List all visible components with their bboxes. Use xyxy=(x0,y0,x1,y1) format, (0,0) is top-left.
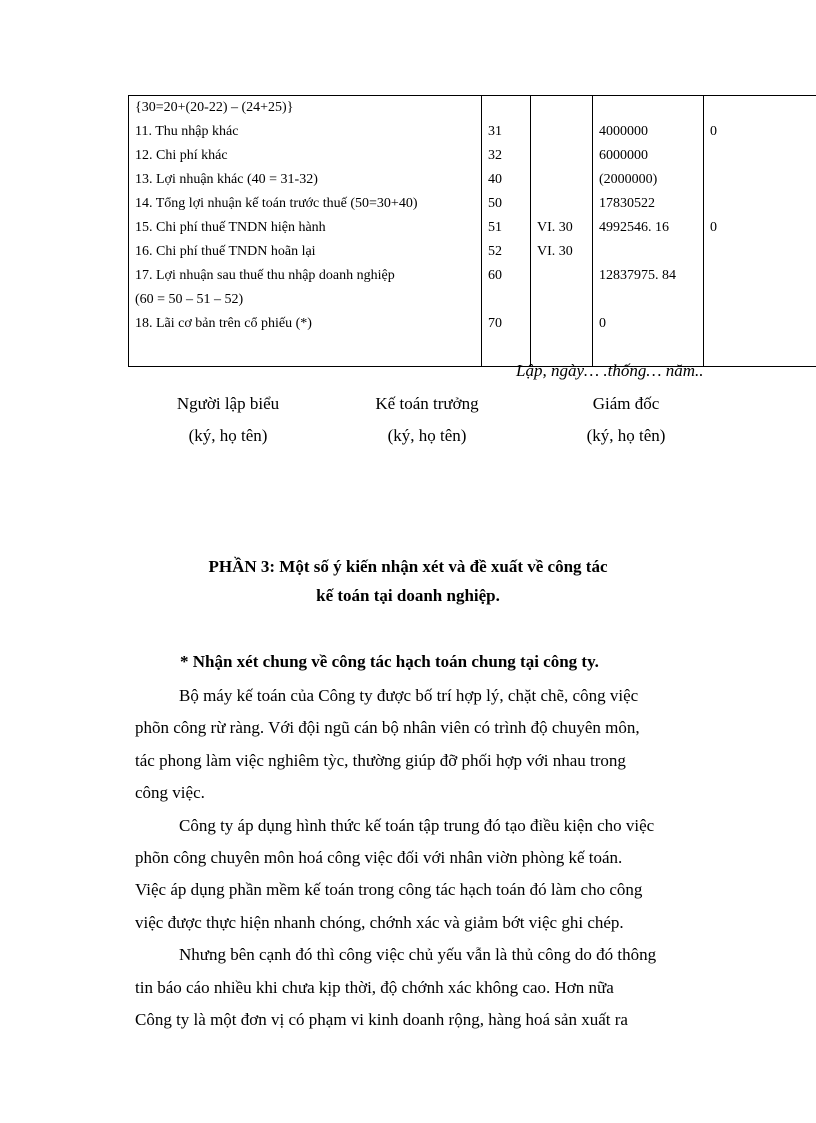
row-code: 60 xyxy=(482,264,531,288)
row-code: 51 xyxy=(482,216,531,240)
body-paragraphs xyxy=(135,680,725,1036)
row-item-name: {30=20+(20-22) – (24+25)} xyxy=(129,96,482,121)
paragraph-line: công việc. xyxy=(135,783,205,803)
table-row xyxy=(129,192,816,216)
table-row xyxy=(129,144,816,168)
table-row xyxy=(129,216,816,240)
row-item-name xyxy=(129,336,482,367)
row-item-name: 15. Chi phí thuế TNDN hiện hành xyxy=(129,216,482,240)
table-row xyxy=(129,96,816,121)
table-row xyxy=(129,336,816,367)
row-item-name: 14. Tổng lợi nhuận kế toán trước thuế (50=30+40) xyxy=(129,192,482,216)
part-title-line-1: PHẦN 3: Một số ý kiến nhận xét và đề xuất về công tác xyxy=(208,557,608,576)
row-note xyxy=(531,144,593,168)
row-note: VI. 30 xyxy=(531,216,593,240)
row-item-name: 17. Lợi nhuận sau thuế thu nhập doanh nghiệp xyxy=(129,264,482,288)
row-current-value: (2000000) xyxy=(593,168,704,192)
signature-chief-accountant xyxy=(327,392,527,448)
table-row xyxy=(129,288,816,312)
signature-hint: (ký, họ tên) xyxy=(586,426,666,445)
row-current-value: 12837975. 84 xyxy=(593,264,704,288)
row-previous-value xyxy=(704,168,816,192)
row-previous-value: 0 xyxy=(704,216,816,240)
row-previous-value xyxy=(704,312,816,336)
row-code xyxy=(482,96,531,121)
table-row xyxy=(129,240,816,264)
row-item-name: 16. Chi phí thuế TNDN hoãn lại xyxy=(129,240,482,264)
row-item-name: 12. Chi phí khác xyxy=(129,144,482,168)
signature-role: Giám đốc xyxy=(592,394,660,413)
row-code: 31 xyxy=(482,120,531,144)
row-note xyxy=(531,264,593,288)
row-current-value xyxy=(593,96,704,121)
row-previous-value xyxy=(704,264,816,288)
signature-role: Người lập biểu xyxy=(176,394,280,413)
section-heading: * Nhận xét chung về công tác hạch toán chung tại công ty. xyxy=(180,652,599,671)
row-note xyxy=(531,312,593,336)
paragraph-line: Bộ máy kế toán của Công ty được bố trí hợp lý, chặt chẽ, công việc xyxy=(179,686,639,705)
row-note xyxy=(531,192,593,216)
row-item-name: 18. Lãi cơ bản trên cổ phiếu (*) xyxy=(129,312,482,336)
paragraph-line: phõn công chuyên môn hoá công việc đối với nhân viờn phòng kế toán. xyxy=(135,847,623,867)
row-code: 70 xyxy=(482,312,531,336)
row-previous-value xyxy=(704,336,816,367)
row-previous-value xyxy=(704,288,816,312)
paragraph-line: tác phong làm việc nghiêm tỳc, thường giúp đỡ phối hợp với nhau trong xyxy=(135,750,626,770)
paragraph-line: việc được thực hiện nhanh chóng, chớnh xác và giảm bớt việc ghi chép. xyxy=(135,912,624,932)
row-note: VI. 30 xyxy=(531,240,593,264)
row-current-value: 17830522 xyxy=(593,192,704,216)
table-row xyxy=(129,120,816,144)
row-note xyxy=(531,120,593,144)
signature-hint: (ký, họ tên) xyxy=(387,426,467,445)
row-item-name: 13. Lợi nhuận khác (40 = 31-32) xyxy=(129,168,482,192)
row-note xyxy=(531,168,593,192)
row-note xyxy=(531,96,593,121)
row-current-value: 4992546. 16 xyxy=(593,216,704,240)
row-current-value: 0 xyxy=(593,312,704,336)
table-row xyxy=(129,312,816,336)
income-statement-table xyxy=(128,95,816,367)
paragraph-line: Việc áp dụng phần mềm kế toán trong công tác hạch toán đó làm cho công xyxy=(135,880,643,900)
row-code xyxy=(482,288,531,312)
row-current-value xyxy=(593,288,704,312)
paragraph-line: Công ty áp dụng hình thức kế toán tập trung đó tạo điều kiện cho việc xyxy=(179,815,655,835)
row-current-value: 4000000 xyxy=(593,120,704,144)
signature-director xyxy=(526,392,726,448)
part-title-line-2: kế toán tại doanh nghiệp. xyxy=(316,586,500,605)
row-current-value: 6000000 xyxy=(593,144,704,168)
row-current-value xyxy=(593,240,704,264)
row-note xyxy=(531,288,593,312)
row-item-name: (60 = 50 – 51 – 52) xyxy=(129,288,482,312)
date-line: Lập, ngày… .thống… năm.. xyxy=(516,361,704,380)
paragraph-line: phõn công rừ ràng. Với đội ngũ cán bộ nhân viên có trình độ chuyên môn, xyxy=(135,718,640,738)
table-row xyxy=(129,168,816,192)
part-title xyxy=(128,552,688,610)
row-code: 40 xyxy=(482,168,531,192)
paragraph-line: Công ty là một đơn vị có phạm vi kinh doanh rộng, hàng hoá sản xuất ra xyxy=(135,1009,628,1029)
signature-role: Kế toán trưởng xyxy=(375,394,479,413)
row-item-name: 11. Thu nhập khác xyxy=(129,120,482,144)
signature-hint: (ký, họ tên) xyxy=(188,426,268,445)
row-previous-value xyxy=(704,240,816,264)
table-row xyxy=(129,264,816,288)
row-previous-value xyxy=(704,96,816,121)
row-code: 32 xyxy=(482,144,531,168)
signature-preparer xyxy=(128,392,328,448)
row-previous-value xyxy=(704,144,816,168)
row-code: 50 xyxy=(482,192,531,216)
paragraph-line: tin báo cáo nhiều khi chưa kịp thời, độ chớnh xác không cao. Hơn nữa xyxy=(135,977,614,997)
paragraph-line: Nhưng bên cạnh đó thì công việc chủ yếu vẫn là thủ công do đó thông xyxy=(179,945,657,965)
row-code: 52 xyxy=(482,240,531,264)
row-previous-value: 0 xyxy=(704,120,816,144)
row-previous-value xyxy=(704,192,816,216)
